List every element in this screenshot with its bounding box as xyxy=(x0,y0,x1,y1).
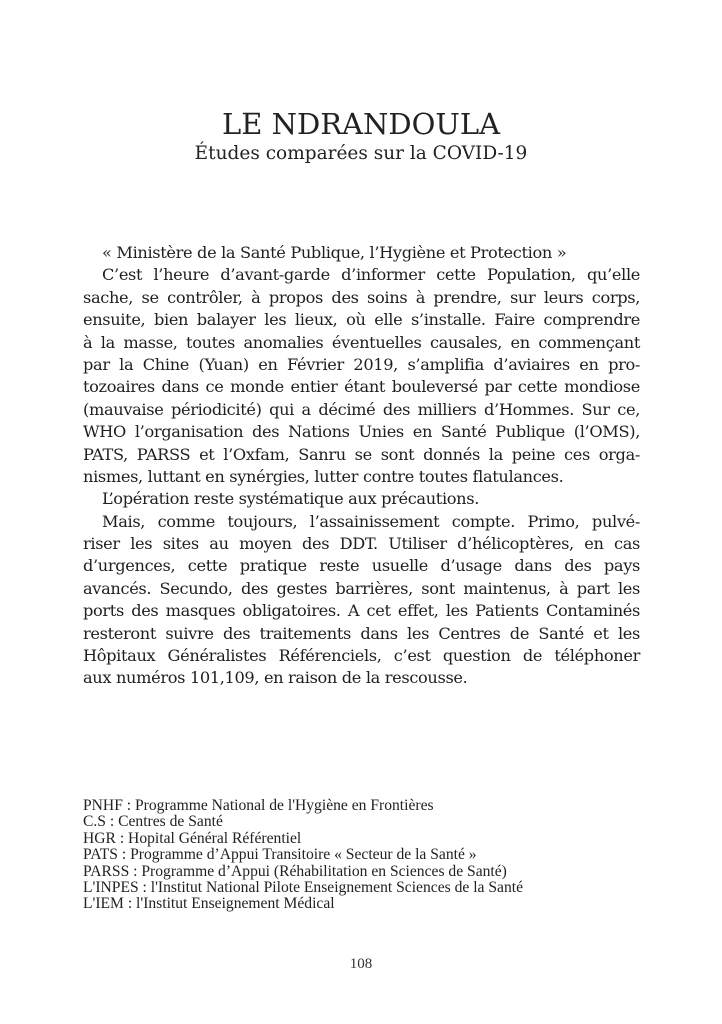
body-line: aux numéros 101,109, en raison de la rescousse. xyxy=(83,668,468,688)
footnotes xyxy=(83,798,643,913)
footnote: L'INPES : l'Institut National Pilote Enseignement Sciences de la Santé xyxy=(83,879,523,897)
body-line: C’est l’heure d’avant-garde d’informer cette Population, qu’elle xyxy=(102,265,640,285)
body-line: L’opération reste systématique aux précautions. xyxy=(102,489,480,509)
footnote: L'IEM : l'Institut Enseignement Médical xyxy=(83,895,335,913)
page-title: LE NDRANDOULA xyxy=(221,107,501,141)
body-line: d’urgences, cette pratique reste usuelle d’usage dans des pays xyxy=(83,556,640,576)
body-line: tozoaires dans ce monde entier étant bouleversé par cette mondiose xyxy=(83,377,640,397)
body-line: ports des masques obligatoires. A cet effet, les Patients Contaminés xyxy=(83,601,640,621)
footnote: C.S : Centres de Santé xyxy=(83,813,223,831)
body-line: WHO l’organisation des Nations Unies en Santé Publique (l’OMS), xyxy=(83,422,640,442)
body-line: nismes, luttant en synérgies, lutter contre toutes flatulances. xyxy=(83,466,564,486)
page-subtitle: Études comparées sur la COVID-19 xyxy=(194,143,528,164)
body-line: (mauvaise périodicité) qui a décimé des milliers d’Hommes. Sur ce, xyxy=(83,399,640,419)
body-line: ensuite, bien balayer les lieux, où elle s’installe. Faire comprendre xyxy=(83,310,640,330)
body-line: avancés. Secundo, des gestes barrières, sont maintenus, à part les xyxy=(83,578,640,598)
body-line: sache, se contrôler, à propos des soins à prendre, sur leurs corps, xyxy=(83,287,640,307)
body-line: « Ministère de la Santé Publique, l’Hygiène et Protection » xyxy=(102,243,567,262)
body-line: Mais, comme toujours, l’assainissement compte. Primo, pulvé- xyxy=(102,511,640,531)
body-line: riser les sites au moyen des DDT. Utiliser d’hélicoptères, en cas xyxy=(83,534,640,554)
footnote: HGR : Hopital Général Référentiel xyxy=(83,829,302,847)
body-line: resteront suivre des traitements dans les Centres de Santé et les xyxy=(83,623,640,643)
footnote: PATS : Programme d’Appui Transitoire « Secteur de la Santé » xyxy=(83,846,477,864)
body-line: PATS, PARSS et l’Oxfam, Sanru se sont donnés la peine ces orga- xyxy=(83,444,640,464)
body-line: par la Chine (Yuan) en Février 2019, s’amplifia d’aviaires en pro- xyxy=(83,354,640,374)
body-line: Hôpitaux Généralistes Référenciels, c’est question de téléphoner xyxy=(83,646,640,666)
footnote: PARSS : Programme d’Appui (Réhabilitation en Sciences de Santé) xyxy=(83,862,507,880)
body-line: à la masse, toutes anomalies éventuelles causales, en commençant xyxy=(83,332,640,352)
footnote: PNHF : Programme National de l'Hygiène en Frontières xyxy=(83,797,434,814)
page-number: 108 xyxy=(349,956,373,972)
body-text xyxy=(83,242,640,690)
